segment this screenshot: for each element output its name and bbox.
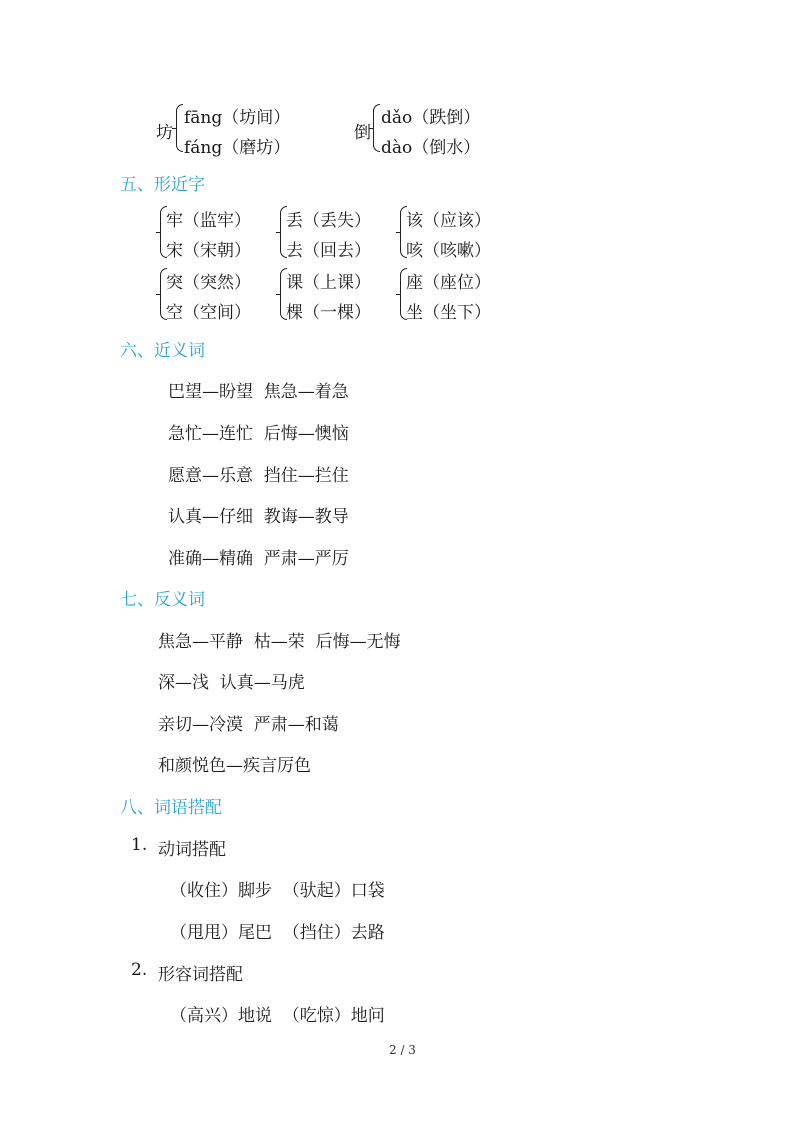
polyphone-char-2: 倒 (354, 123, 371, 143)
antonym-line: 亲切—冷漠 严肃—和蔼 (158, 715, 339, 735)
brace (176, 104, 183, 152)
section-heading-collocation: 八、词语搭配 (120, 798, 222, 818)
synonym-line: 准确—精确 严肃—严厉 (168, 549, 349, 569)
similar-char: 课（上课） (286, 273, 371, 293)
similar-char: 棵（一棵） (286, 303, 371, 323)
antonym-line: 和颜悦色—疾言厉色 (158, 756, 311, 776)
similar-char: 去（回去） (286, 241, 371, 261)
synonym-line: 认真—仔细 教诲—教导 (168, 507, 349, 527)
section-heading-similar-chars: 五、形近字 (120, 175, 205, 195)
section-heading-synonyms: 六、近义词 (120, 341, 205, 361)
similar-char: 坐（坐下） (406, 303, 491, 323)
similar-char: 丢（丢失） (286, 211, 371, 231)
similar-char: 空（空间） (166, 303, 251, 323)
polyphone-reading: fáng（磨坊） (184, 138, 291, 158)
polyphone-reading: dào（倒水） (381, 138, 481, 158)
synonym-line: 巴望—盼望 焦急—着急 (168, 382, 349, 402)
antonym-line: 焦急—平静 枯—荣 后悔—无悔 (158, 632, 401, 652)
synonym-line: 愿意—乐意 挡住—拦住 (168, 466, 349, 486)
collocation-line: （高兴）地说 （吃惊）地问 (170, 1006, 385, 1026)
synonym-line: 急忙—连忙 后悔—懊恼 (168, 424, 349, 444)
list-number: 1. (131, 835, 148, 855)
antonym-line: 深—浅 认真—马虎 (158, 673, 305, 693)
similar-char: 咳（咳嗽） (406, 241, 491, 261)
polyphone-reading: dǎo（跌倒） (381, 108, 481, 128)
collocation-line: （甩甩）尾巴 （挡住）去路 (170, 923, 385, 943)
similar-char: 座（座位） (406, 273, 491, 293)
section-heading-antonyms: 七、反义词 (120, 590, 205, 610)
page-number: 2 / 3 (389, 1043, 416, 1057)
polyphone-reading: fāng（坊间） (184, 108, 291, 128)
subsection-title: 形容词搭配 (158, 965, 243, 985)
list-number: 2. (131, 960, 148, 980)
similar-char: 牢（监牢） (166, 211, 251, 231)
similar-char: 该（应该） (406, 211, 491, 231)
similar-char: 突（突然） (166, 273, 251, 293)
polyphone-char-1: 坊 (156, 123, 173, 143)
collocation-line: （收住）脚步 （驮起）口袋 (170, 881, 385, 901)
brace (373, 104, 380, 152)
similar-char: 宋（宋朝） (166, 241, 251, 261)
subsection-title: 动词搭配 (158, 840, 226, 860)
